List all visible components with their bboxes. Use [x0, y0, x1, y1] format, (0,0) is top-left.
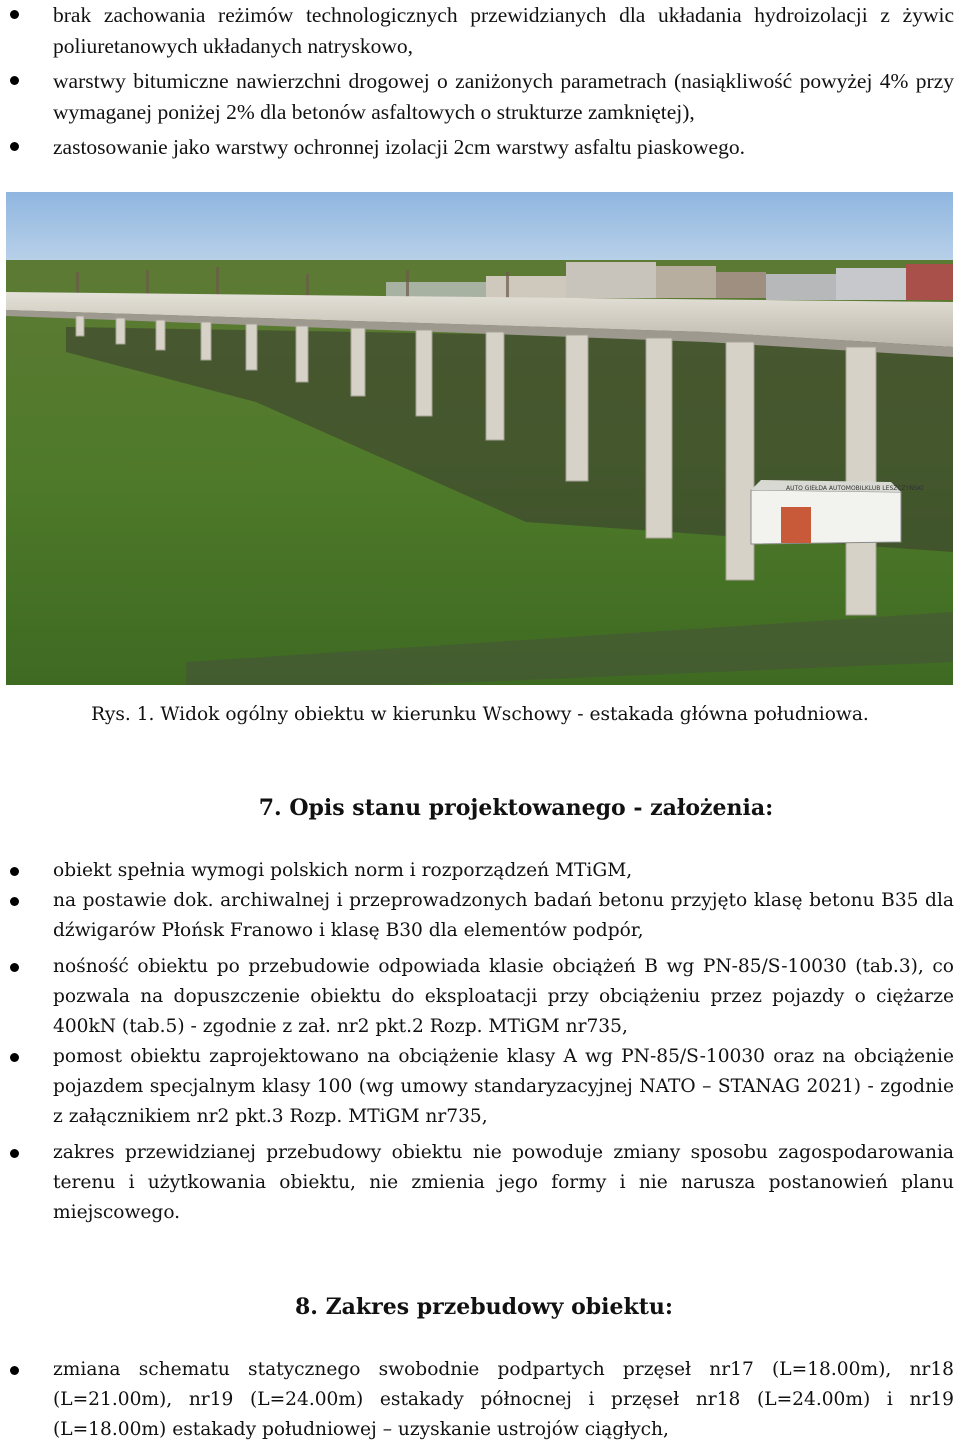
list-item-text: nośność obiektu po przebudowie odpowiada klasie obciążeń B wg PN-85/S-10030 (tab.3), co pozwala na dopuszczenie obiektu do eksploatacji przy obciążeniu przez pojazdy o ciężarze 400kN (tab.5) - zgodnie z zał. nr2 pkt.2 Rozp. MTiGM nr735, [53, 956, 954, 1037]
bullet-icon [10, 142, 19, 151]
list-item-text: obiekt spełnia wymogi polskich norm i rozporządzeń MTiGM, [53, 860, 633, 881]
list-item [0, 952, 960, 1042]
list-item [0, 1138, 960, 1228]
bullet-icon [10, 897, 19, 906]
viaduct-photo [6, 192, 953, 685]
list-item [0, 66, 960, 127]
bullet-icon [10, 10, 19, 19]
bullet-icon [10, 1149, 19, 1158]
list-item-text: zmiana schematu statycznego swobodnie podpartych przęseł nr17 (L=18.00m), nr18 (L=21.00m), nr19 (L=24.00m) estakady północnej i przęseł nr18 (L=24.00m) i nr19 (L=18.00m) estakady południowej – uzyskanie ustrojów ciągłych, [53, 1359, 954, 1440]
list-item [0, 856, 960, 886]
list-item-text: brak zachowania reżimów technologicznych przewidzianych dla układania hydroizolacji z żywic poliuretanowych układanych natryskowo, [53, 3, 954, 58]
conditions-list [0, 0, 960, 168]
kiosk-sign-text: AUTO GIEŁDA AUTOMOBILKLUB LESZCZYŃSKI [786, 485, 924, 492]
bullet-icon [10, 867, 19, 876]
bullet-icon [10, 1366, 19, 1375]
bullet-icon [10, 76, 19, 85]
list-item [0, 886, 960, 946]
figure-caption: Rys. 1. Widok ogólny obiektu w kierunku Wschowy - estakada główna południowa. [91, 704, 869, 725]
list-item [0, 0, 960, 61]
section-7-heading: 7. Opis stanu projektowanego - założenia: [258, 795, 774, 821]
list-item-text: na postawie dok. archiwalnej i przeprowadzonych badań betonu przyjęto klasę betonu B35 dla dźwigarów Płońsk Franowo i klasę B30 dla elementów podpór, [53, 890, 954, 941]
list-item [0, 1042, 960, 1132]
bullet-icon [10, 1053, 19, 1062]
bullet-icon [10, 963, 19, 972]
list-item [0, 132, 960, 163]
list-item-text: zakres przewidzianej przebudowy obiektu nie powoduje zmiany sposobu zagospodarowania terenu i użytkowania obiektu, nie zmienia jego formy i nie narusza postanowień planu miejscowego. [53, 1142, 954, 1223]
section-8-list [0, 1355, 960, 1445]
list-item [0, 1355, 960, 1445]
list-item-text: pomost obiektu zaprojektowano na obciążenie klasy A wg PN-85/S-10030 oraz na obciążenie pojazdem specjalnym klasy 100 (wg umowy standaryzacyjnej NATO – STANAG 2021) - zgodnie z załącznikiem nr2 pkt.3 Rozp. MTiGM nr735, [53, 1046, 954, 1127]
list-item-text: warstwy bitumiczne nawierzchni drogowej o zaniżonych parametrach (nasiąkliwość powyżej 4% przy wymaganej poniżej 2% dla betonów asfaltowych o strukturze zamkniętej), [53, 69, 954, 124]
section-8-heading: 8. Zakres przebudowy obiektu: [294, 1294, 674, 1320]
section-7-list [0, 856, 960, 1234]
list-item-text: zastosowanie jako warstwy ochronnej izolacji 2cm warstwy asfaltu piaskowego. [53, 135, 745, 159]
